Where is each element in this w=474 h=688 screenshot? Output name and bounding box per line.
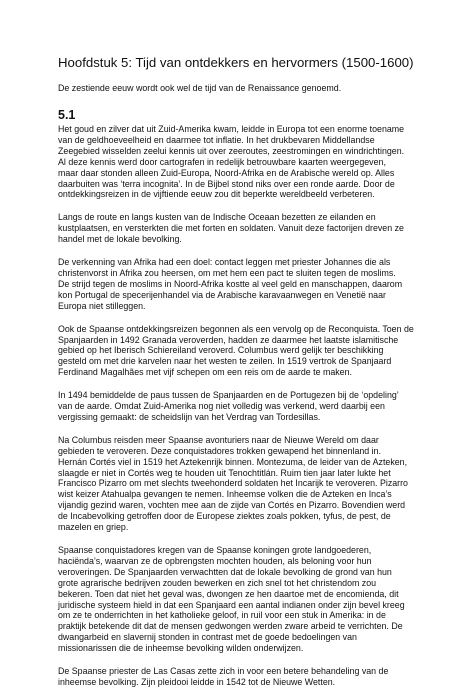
paragraph: Ook de Spaanse ontdekkingsreizen begonnen als een vervolg op de Reconquista. Toen de Spanjaarden in 1492 Granada veroverden, hadden ze daarmee het laatste islamitische gebied op het Iberisch Schiereiland veroverd. Columbus werd gelijk ter beschikking gesteld om met drie karvelen naar het westen te zeilen. In 1519 vertrok de Spanjaard Ferdinand Magalhães met vijf schepen om een reis om de aarde te maken. xyxy=(58,323,414,378)
paragraph: Spaanse conquistadores kregen van de Spaanse koningen grote landgoederen, haciënda’s, waarvan ze de opbrengsten mochten houden, als beloning voor hun veroveringen. De Spanjaarden verwachtten dat de lokale bevolking de grond van hun grote agrarische bedrijven zouden bewerken en zich snel tot het christendom zou bekeren. Toen dat niet het geval was, dwongen ze hen daartoe met de encomienda, dit juridische systeem hield in dat een Spanjaard een aantal indianen onder zijn bevel kreeg om ze te onderrichten in het katholieke geloof, in ruil voor een stuk in Amerika: in de praktijk betekende dit dat de mensen gedwongen werden zware arbeid te verrichten. De dwangarbeid en slavernij stonden in contrast met de goede bedoelingen van missionarissen die de inheemse bevolking wilden onderwijzen. xyxy=(58,545,405,654)
paragraph: De verkenning van Afrika had een doel: contact leggen met priester Johannes die als christenvorst in Afrika zou heersen, om met hem een pact te sluiten tegen de moslims. De strijd tegen de moslims in Noord-Afrika kostte al veel geld en manschappen, daarom kon Portugal de specerijenhandel via de Arabische karavaanwegen en Venetië naar Europa niet stilleggen. xyxy=(58,257,403,311)
paragraph: In 1494 bemiddelde de paus tussen de Spanjaarden en de Portugezen bij de ‘opdeling’ van de aarde. Omdat Zuid-Amerika nog niet volledig was verkend, werd daarbij een vergissing gemaakt: de scheidslijn van het Verdrag van Tordesillas. xyxy=(58,390,399,422)
page-title: Hoofdstuk 5: Tijd van ontdekkers en hervormers (1500-1600) xyxy=(58,55,414,70)
section-heading: 5.1 xyxy=(58,108,76,122)
paragraph: Het goud en zilver dat uit Zuid-Amerika kwam, leidde in Europa tot een enorme toename van de geldhoeveelheid en daarmee tot inflatie. In het drukbevaren Middellandse Zeegebied wisselden zeelui kennis uit over zeeroutes, zeestromingen en windrichtingen. Al deze kennis werd door cartografen in redelijk betrouwbare kaarten weergegeven, maar daar stonden alleen Zuid-Europa, Noord-Afrika en de Arabische wereld op. Alles daarbuiten was ‘terra incognita’. In de Bijbel stond niks over een ronde aarde. Door de ontdekkingsreizen in de vijftiende eeuw zou dit beperkte wereldbeeld verbeteren. xyxy=(58,124,405,200)
paragraph: Na Columbus reisden meer Spaanse avonturiers naar de Nieuwe Wereld om daar gebieden te veroveren. Deze conquistadores trokken gewapend het binnenland in. Hernán Cortés viel in 1519 het Aztekenrijk binnen. Montezuma, de leider van de Azteken, slaagde er niet in Cortés weg te houden uit Tenochtitlán. Ruim tien jaar later lukte het Francisco Pizarro om met slechts tweehonderd soldaten het Incarijk te veroveren. Pizarro wist keizer Atahualpa gevangen te nemen. Inheemse volken die de Azteken en Inca’s vijandig gezind waren, vochten mee aan de zijde van Cortés en Pizarro. Bovendien werd de Incabevolking getroffen door de Europese ziektes zoals pokken, tyfus, de pest, de mazelen en griep. xyxy=(58,434,408,533)
paragraph: Langs de route en langs kusten van de Indische Oceaan bezetten ze eilanden en kustplaatsen, en versterkten die met forten en soldaten. Vanuit deze factorijen dreven ze handel met de lokale bevolking. xyxy=(58,212,404,245)
paragraph: De Spaanse priester de Las Casas zette zich in voor een betere behandeling van de inheemse bevolking. Zijn pleidooi leidde in 1542 tot de Nieuwe Wetten. xyxy=(58,666,389,687)
page-subtitle: De zestiende eeuw wordt ook wel de tijd van de Renaissance genoemd. xyxy=(58,83,342,93)
